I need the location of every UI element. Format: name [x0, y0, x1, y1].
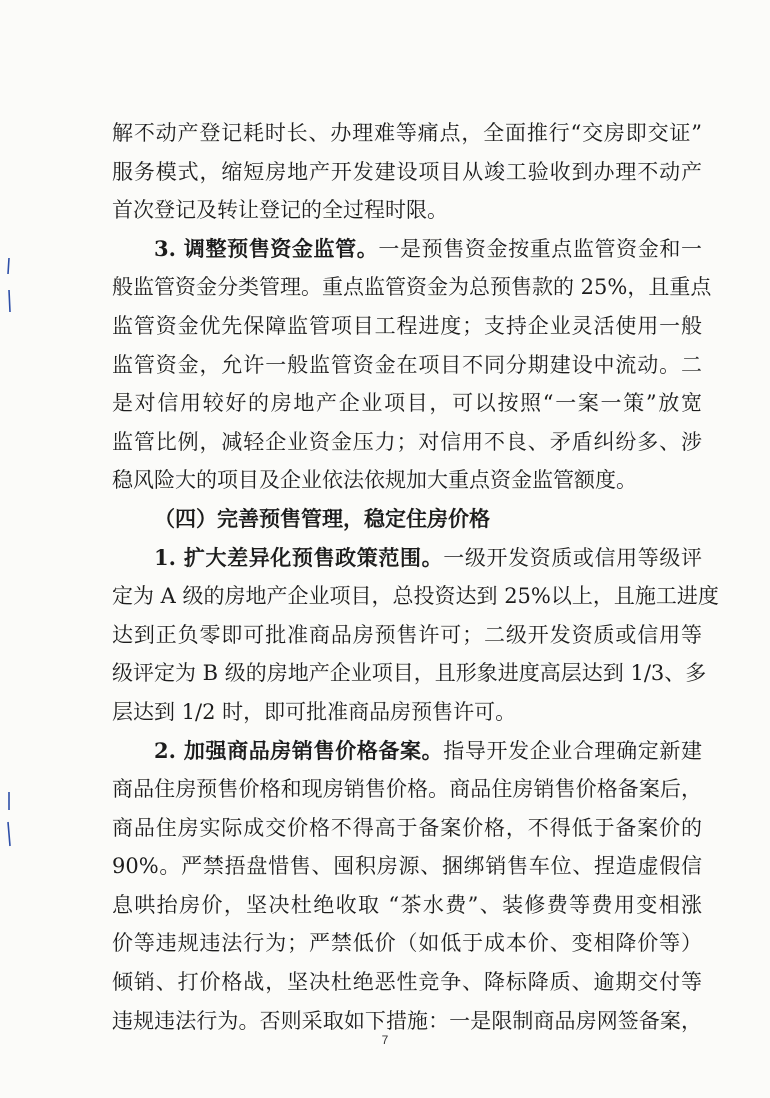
binding-hole-mark: [4, 790, 14, 848]
section-lead: 1. 扩大差异化预售政策范围。: [154, 544, 444, 570]
paragraph-line: 1. 扩大差异化预售政策范围。一级开发资质或信用等级评: [154, 544, 703, 570]
paragraph-line: 倾销、打价格战，坚决杜绝恶性竞争、降标降质、逾期交付等: [112, 970, 702, 995]
paragraph-line: 是对信用较好的房地产企业项目，可以按照“一案一策”放宽: [112, 391, 702, 416]
paragraph-line: 监管资金优先保障监管项目工程进度；支持企业灵活使用一般: [112, 313, 702, 338]
paragraph-line: 定为 A 级的房地产企业项目，总投资达到 25%以上，且施工进度: [112, 584, 719, 609]
section-lead: 3. 调整预售资金监管。: [154, 235, 379, 261]
paragraph-line: 2. 加强商品房销售价格备案。指导开发企业合理确定新建: [154, 737, 703, 763]
binding-hole-mark: [4, 256, 14, 314]
paragraph-line: 息哄抬房价，坚决杜绝收取 “茶水费”、装修费等费用变相涨: [112, 892, 702, 917]
document-body: [112, 114, 719, 1040]
paragraph-line: 价等违规违法行为；严禁低价（如低于成本价、变相降价等）: [112, 931, 702, 956]
paragraph-line: 商品住房实际成交价格不得高于备案价格，不得低于备案价的: [112, 815, 702, 840]
paragraph-line: 90%。严禁捂盘惜售、囤积房源、捆绑销售车位、捏造虚假信: [112, 854, 702, 879]
paragraph-line: 解不动产登记耗时长、办理难等痛点，全面推行“交房即交证”: [112, 121, 702, 145]
paragraph-line: 首次登记及转让登记的全过程时限。: [112, 198, 448, 223]
paragraph-line: 服务模式，缩短房地产开发建设项目从竣工验收到办理不动产: [112, 159, 702, 184]
page-number: 7: [381, 1033, 389, 1047]
paragraph-line: 3. 调整预售资金监管。一是预售资金按重点监管资金和一: [154, 235, 703, 261]
paragraph-line: 违规违法行为。否则采取如下措施：一是限制商品房网签备案，: [112, 1008, 702, 1033]
paragraph-line: 般监管资金分类管理。重点监管资金为总预售款的 25%，且重点: [112, 275, 712, 300]
paragraph-line: 稳风险大的项目及企业依法依规加大重点资金监管额度。: [112, 468, 637, 493]
paragraph-line: 级评定为 B 级的房地产企业项目，且形象进度高层达到 1/3、多: [112, 661, 707, 686]
paragraph-line: 监管资金，允许一般监管资金在项目不同分期建设中流动。二: [112, 352, 702, 377]
section-heading: （四）完善预售管理，稳定住房价格: [154, 506, 490, 531]
paragraph-line: 商品住房预售价格和现房销售价格。商品住房销售价格备案后，: [112, 777, 702, 802]
section-lead: 2. 加强商品房销售价格备案。: [154, 737, 444, 763]
paragraph-line: 监管比例，减轻企业资金压力；对信用不良、矛盾纠纷多、涉: [112, 429, 702, 454]
paragraph-line: 达到正负零即可批准商品房预售许可；二级开发资质或信用等: [112, 622, 702, 647]
paragraph-line: 层达到 1/2 时，即可批准商品房预售许可。: [112, 699, 517, 724]
